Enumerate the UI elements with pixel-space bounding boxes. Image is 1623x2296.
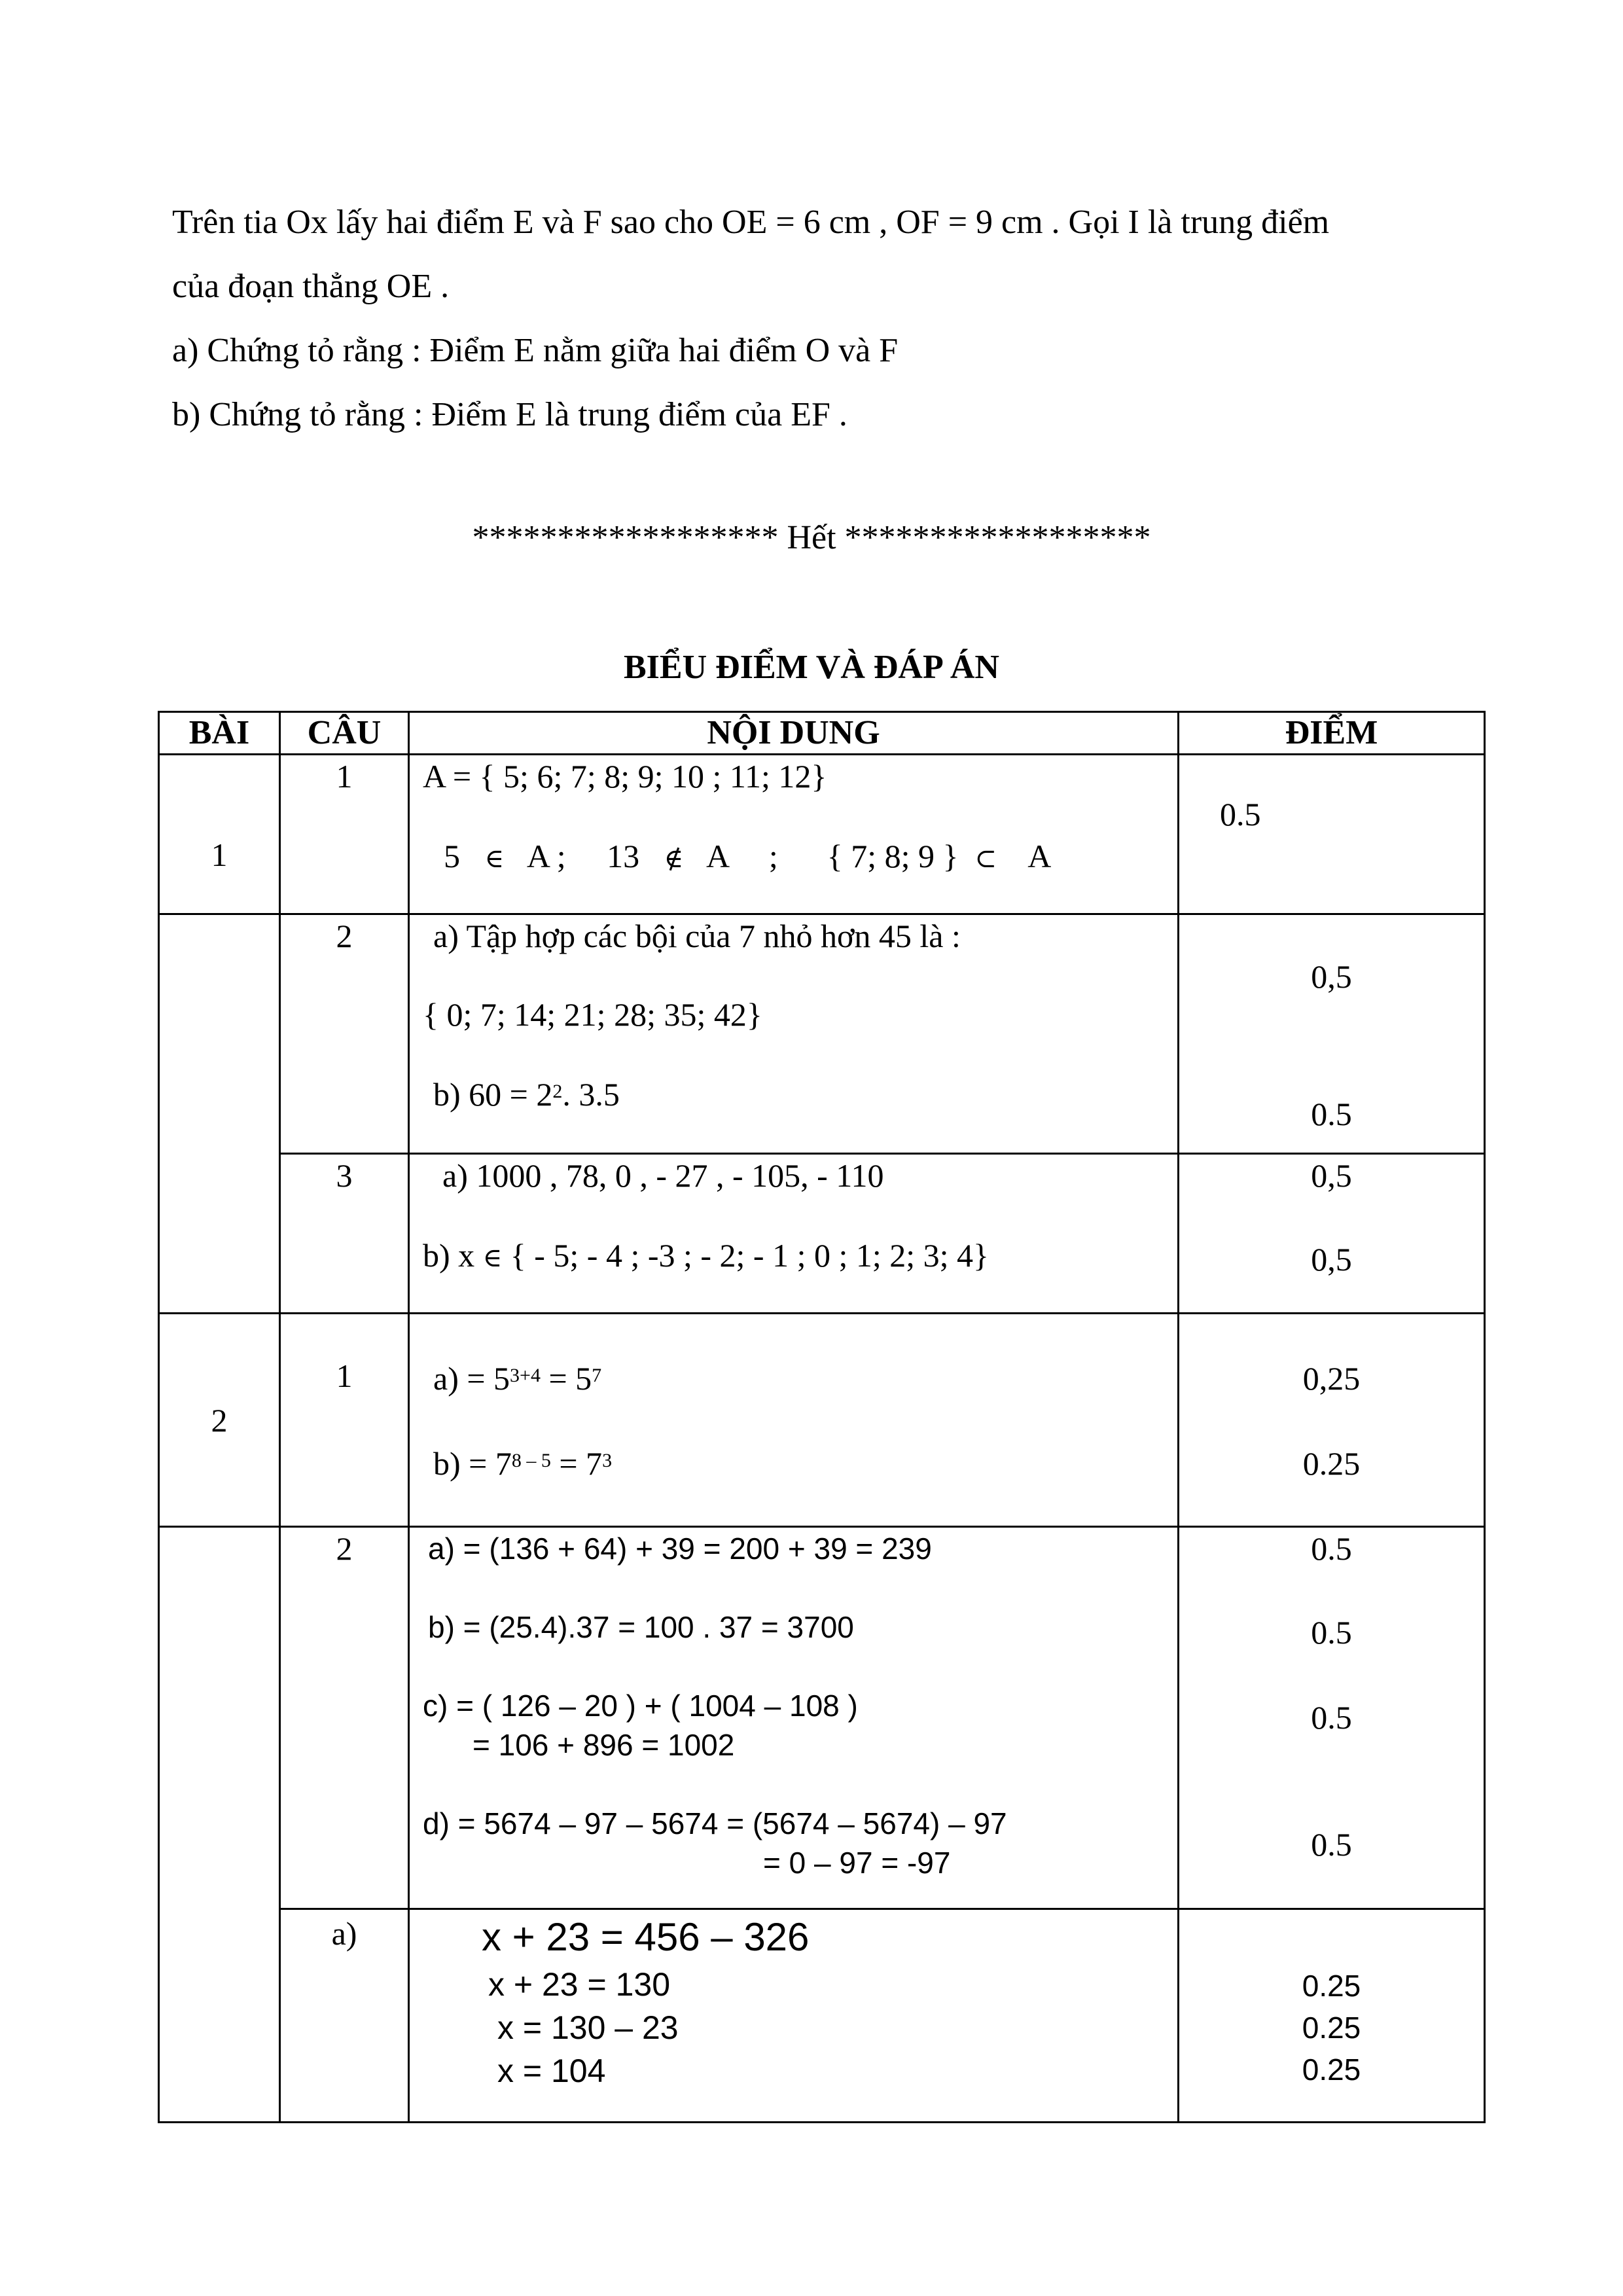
end-marker: ****************** Hết ****************** — [472, 519, 1151, 556]
cau-number: 1 — [336, 1357, 353, 1394]
problem-line-b: b) Chứng tỏ rằng : Điểm E là trung điểm của EF . — [172, 396, 847, 433]
header-bai: BÀI — [159, 712, 280, 755]
bai-cell — [159, 1314, 280, 1527]
problem-line-1: Trên tia Ox lấy hai điểm E và F sao cho OE = 6 cm , OF = 9 cm . Gọi I là trung điểm — [172, 204, 1330, 241]
content-line: c) = ( 126 – 20 ) + ( 1004 – 108 ) — [423, 1689, 858, 1723]
content-text: ; — [768, 838, 778, 874]
score-cell — [1179, 1154, 1485, 1314]
content-text: { 7; 8; 9 } — [827, 838, 959, 874]
table-row — [159, 755, 1485, 914]
table-row — [159, 914, 1485, 1154]
header-noi-dung: NỘI DUNG — [409, 712, 1179, 755]
content-cell — [409, 914, 1179, 1154]
cau-cell — [280, 1314, 409, 1527]
content-cell — [409, 755, 1179, 914]
content-text: . 3.5 — [562, 1076, 620, 1113]
content-line: = 106 + 896 = 1002 — [473, 1728, 735, 1762]
bai-cell — [159, 755, 280, 914]
content-line: x + 23 = 456 – 326 — [482, 1915, 810, 1959]
element-of-symbol: ∈ — [482, 1243, 503, 1273]
cau-number: 1 — [336, 758, 353, 795]
content-line: = 0 – 97 = -97 — [763, 1846, 951, 1880]
answer-title: BIỂU ĐIỂM VÀ ĐÁP ÁN — [624, 649, 999, 686]
content-text: b) = 7 — [433, 1445, 512, 1482]
score: 0,5 — [1311, 1157, 1352, 1194]
content-line — [433, 1076, 620, 1113]
score: 0,5 — [1311, 1241, 1352, 1278]
bai-number: 1 — [211, 836, 228, 873]
content-cell — [409, 1527, 1179, 1909]
problem-line-2: của đoạn thẳng OE . — [172, 268, 450, 305]
score: 0.25 — [1302, 2053, 1361, 2087]
cau-number: 2 — [336, 1530, 353, 1567]
table-row — [159, 1527, 1485, 1909]
not-element-of-symbol: ∉ — [664, 844, 684, 874]
content-line — [423, 1237, 989, 1276]
score: 0.5 — [1311, 1530, 1352, 1567]
table-row — [159, 1314, 1485, 1527]
element-of-symbol: ∈ — [484, 844, 505, 874]
exponent: 3 — [602, 1450, 613, 1471]
table-row — [159, 1154, 1485, 1314]
table-row — [159, 1909, 1485, 2123]
cau-cell — [280, 1154, 409, 1314]
score: 0,5 — [1311, 958, 1352, 995]
content-line — [444, 838, 1051, 877]
cau-number: a) — [331, 1915, 357, 1952]
subset-symbol: ⊂ — [974, 844, 997, 874]
content-line: a) 1000 , 78, 0 , - 27 , - 105, - 110 — [442, 1157, 884, 1194]
cau-cell — [280, 755, 409, 914]
content-line: x = 104 — [497, 2053, 606, 2089]
cau-number: 2 — [336, 918, 353, 954]
score-cell — [1179, 1909, 1485, 2123]
exponent: 7 — [592, 1365, 602, 1386]
exponent: 3+4 — [510, 1365, 541, 1386]
table-header-row — [159, 712, 1485, 755]
exponent: 8 – 5 — [511, 1450, 551, 1471]
content-text: { - 5; - 4 ; -3 ; - 2; - 1 ; 0 ; 1; 2; 3; 4} — [510, 1237, 990, 1274]
score: 0.5 — [1311, 1699, 1352, 1736]
score-cell — [1179, 755, 1485, 914]
problem-line-a: a) Chứng tỏ rằng : Điểm E nằm giữa hai điểm O và F — [172, 332, 899, 369]
content-text: A — [1027, 838, 1052, 874]
score: 0,25 — [1302, 1360, 1361, 1397]
content-cell — [409, 1314, 1179, 1527]
content-line: x = 130 – 23 — [497, 2009, 679, 2046]
header-cau: CÂU — [280, 712, 409, 755]
score: 0.5 — [1311, 1826, 1352, 1863]
header-diem: ĐIỂM — [1179, 712, 1485, 755]
content-text: b) x — [423, 1237, 475, 1274]
bai-cell — [159, 914, 280, 1314]
content-text: A — [705, 838, 728, 874]
score-cell — [1179, 1314, 1485, 1527]
score: 0.25 — [1302, 2011, 1361, 2045]
cau-cell — [280, 1527, 409, 1909]
content-line: { 0; 7; 14; 21; 28; 35; 42} — [423, 996, 762, 1033]
content-line: d) = 5674 – 97 – 5674 = (5674 – 5674) – 97 — [423, 1806, 1007, 1840]
answer-table — [158, 711, 1486, 2123]
score-cell — [1179, 914, 1485, 1154]
content-line: b) = (25.4).37 = 100 . 37 = 3700 — [428, 1610, 854, 1644]
bai-cell — [159, 1527, 280, 2123]
score-cell — [1179, 1527, 1485, 1909]
score: 0.5 — [1311, 1614, 1352, 1651]
score: 0.25 — [1302, 1969, 1361, 2003]
content-line — [433, 1360, 601, 1397]
content-text: 13 — [607, 838, 640, 874]
content-text: = 5 — [540, 1360, 592, 1397]
cau-cell — [280, 1909, 409, 2123]
cau-number: 3 — [336, 1157, 353, 1194]
bai-number: 2 — [211, 1402, 228, 1439]
content-text: a) = 5 — [433, 1360, 510, 1397]
content-line: a) = (136 + 64) + 39 = 200 + 39 = 239 — [428, 1532, 932, 1566]
content-text: b) 60 = 2 — [433, 1076, 553, 1113]
content-line: a) Tập hợp các bội của 7 nhỏ hơn 45 là : — [433, 918, 961, 954]
content-cell — [409, 1154, 1179, 1314]
exponent: 2 — [552, 1081, 563, 1102]
cau-cell — [280, 914, 409, 1154]
content-text: 5 — [444, 838, 460, 874]
content-line: A = { 5; 6; 7; 8; 9; 10 ; 11; 12} — [423, 758, 827, 795]
score: 0.25 — [1302, 1445, 1361, 1482]
content-text: = 7 — [550, 1445, 603, 1482]
content-line — [433, 1445, 612, 1482]
score: 0.5 — [1220, 796, 1261, 833]
content-line: x + 23 = 130 — [488, 1966, 671, 2003]
content-cell — [409, 1909, 1179, 2123]
score: 0.5 — [1311, 1096, 1352, 1132]
content-text: A ; — [526, 838, 566, 874]
